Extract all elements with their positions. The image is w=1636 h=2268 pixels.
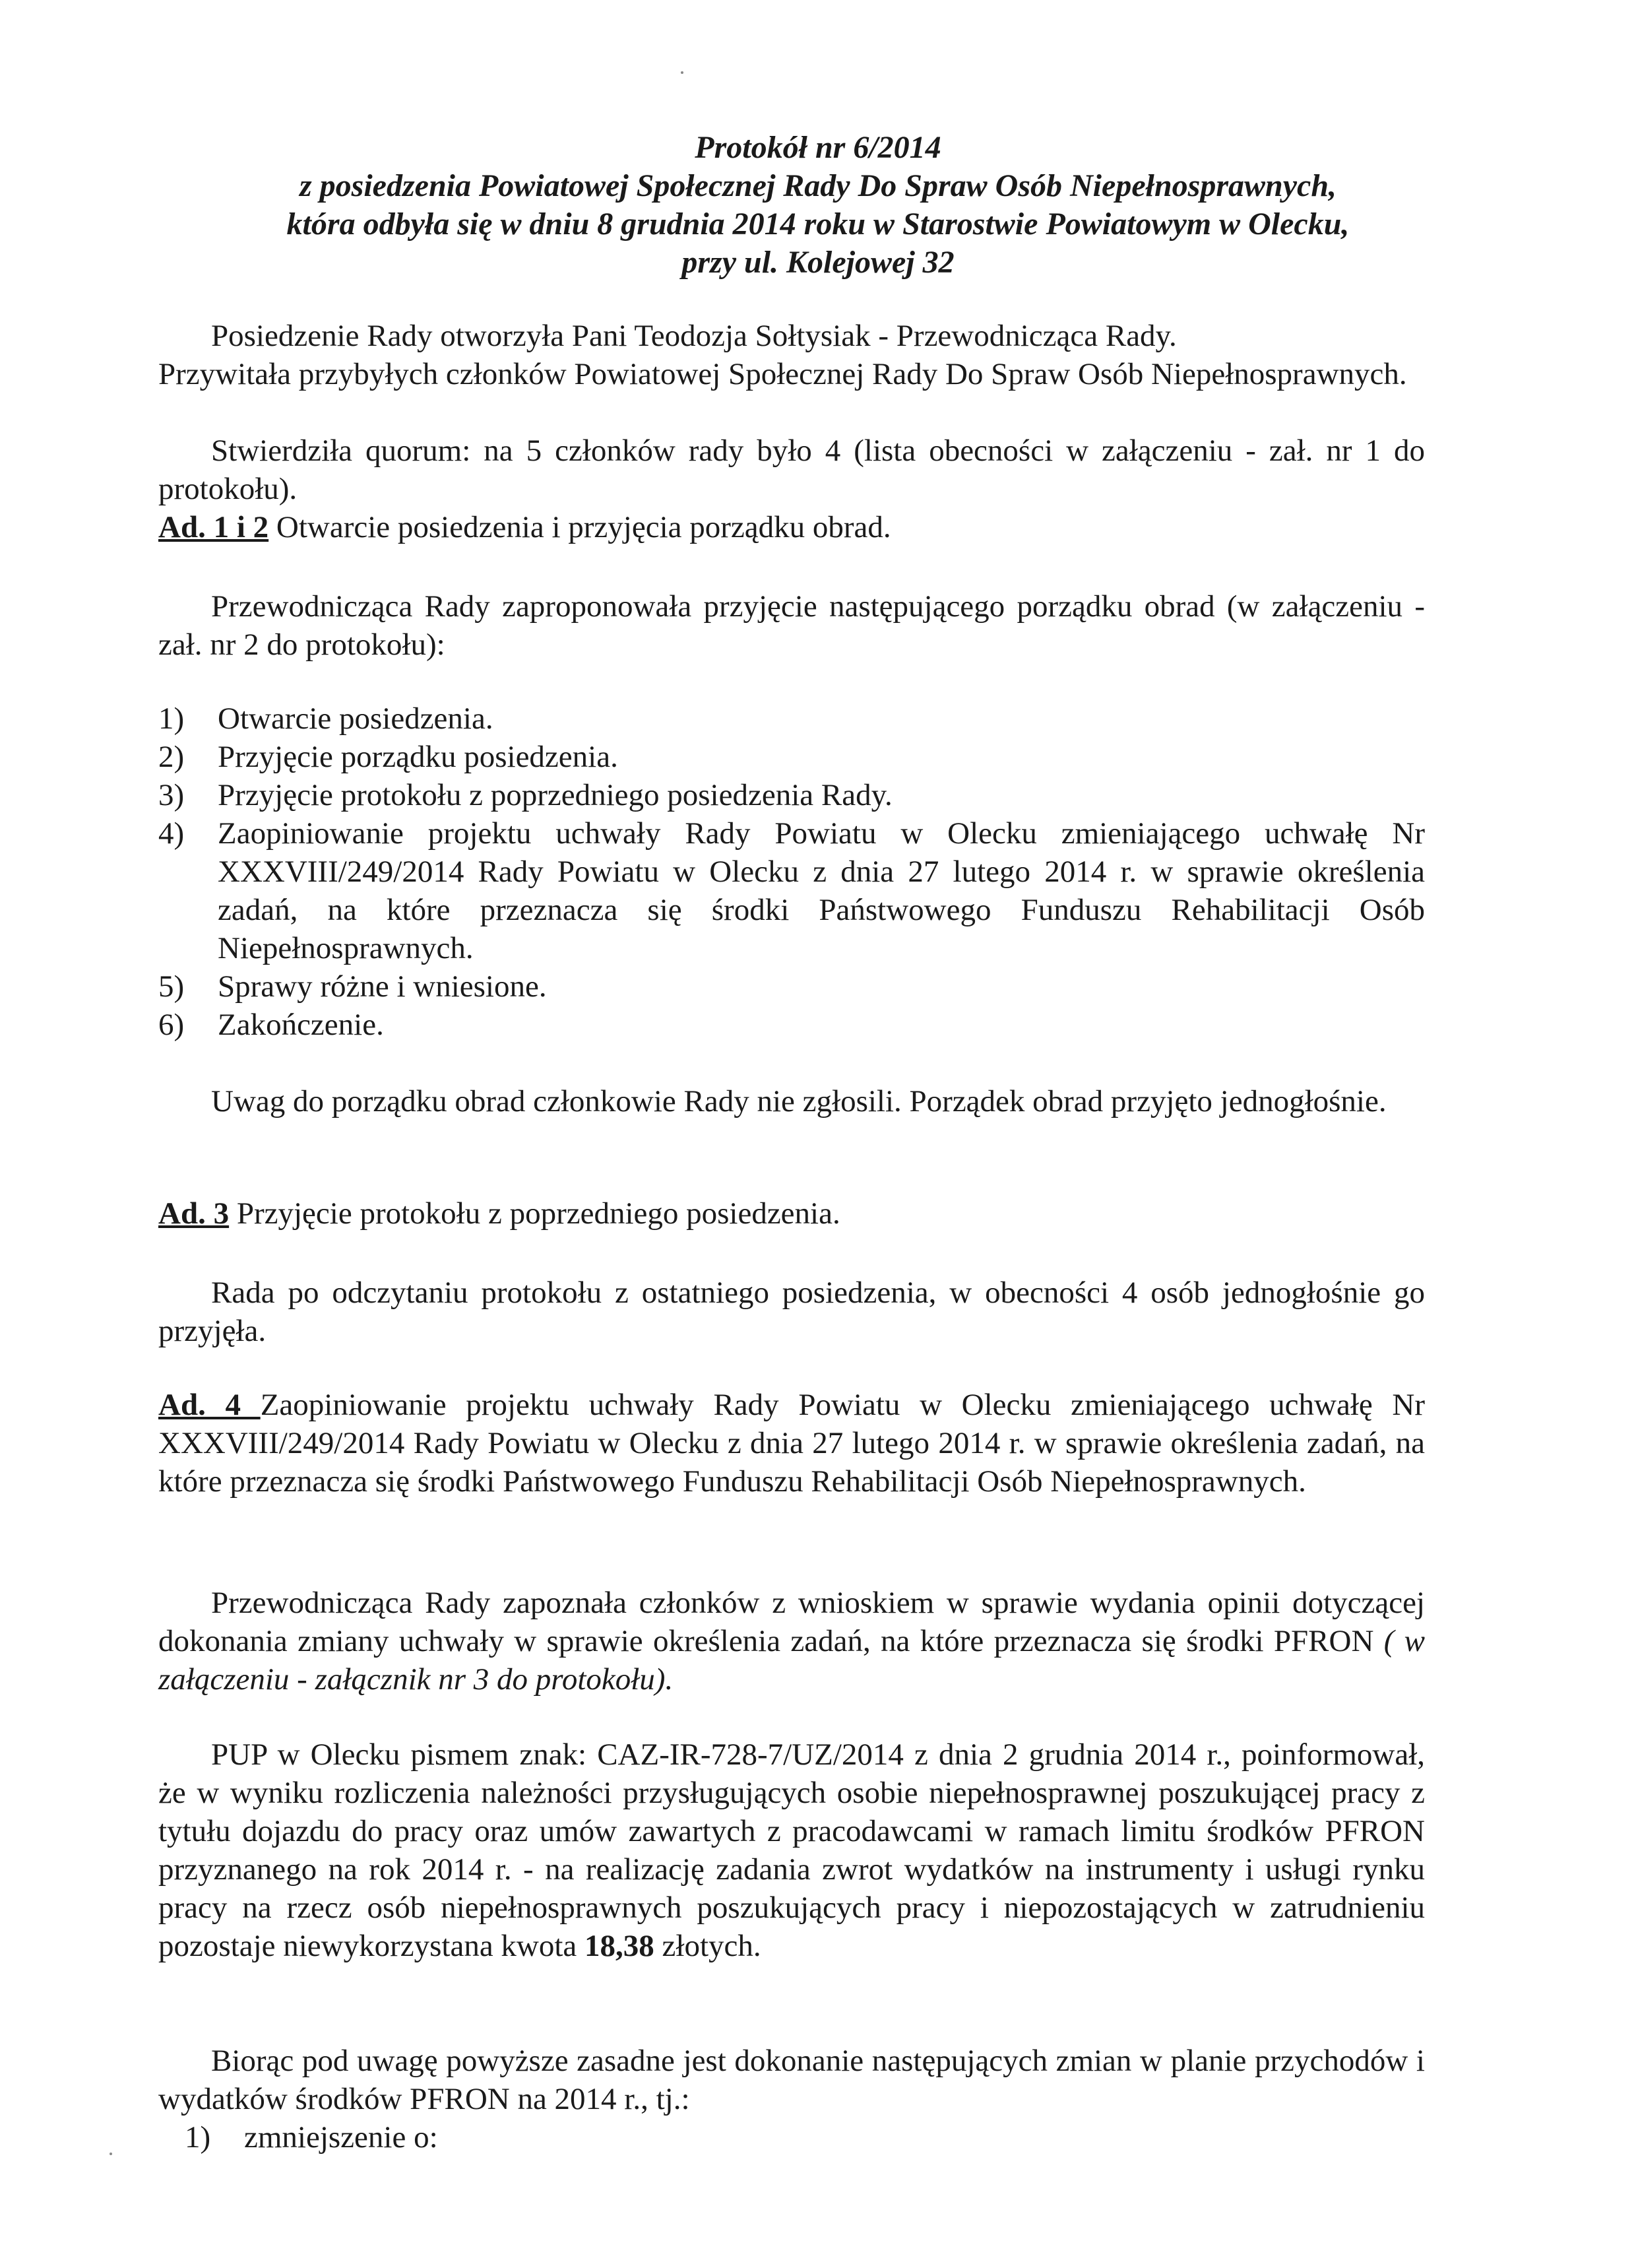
- ad4-heading: [158, 1386, 1425, 1501]
- document-header: [198, 129, 1438, 282]
- ad4-paragraph-2-end: złotych.: [654, 1929, 761, 1963]
- ad12-heading: [158, 508, 1425, 546]
- header-line-4: przy ul. Kolejowej 32: [681, 245, 955, 280]
- list-item: [185, 2118, 1425, 2156]
- list-item: [158, 967, 1425, 1006]
- header-line-3: która odbyła się w dniu 8 grudnia 2014 roku w Starostwie Powiatowym w Olecku,: [286, 207, 1350, 242]
- ad12-title: Otwarcie posiedzenia i przyjęcia porządku obrad.: [268, 510, 891, 544]
- ad12-label: Ad. 1 i 2: [158, 510, 269, 544]
- list-item: [158, 776, 1425, 814]
- ad4-paragraph-2: [158, 1735, 1425, 1965]
- list-item-number: 3): [158, 778, 185, 812]
- list-item-text: Przyjęcie porządku posiedzenia.: [218, 740, 618, 774]
- header-line-2: z posiedzenia Powiatowej Społecznej Rady Do Spraw Osób Niepełnosprawnych,: [299, 168, 1337, 203]
- intro-paragraph-3: Stwierdziła quorum: na 5 członków rady było 4 (lista obecności w załączeniu - zał. nr 1 do protokołu).: [158, 434, 1425, 506]
- intro-paragraph-1: Posiedzenie Rady otworzyła Pani Teodozja Sołtysiak - Przewodnicząca Rady.: [211, 319, 1177, 353]
- ad3-label: Ad. 3: [158, 1196, 230, 1231]
- ad4-label: Ad. 4: [158, 1388, 261, 1422]
- scan-speck: [110, 2153, 112, 2155]
- list-item-number: 4): [158, 816, 185, 851]
- ad12-paragraph-2: Uwag do porządku obrad członkowie Rady nie zgłosili. Porządek obrad przyjęto jednogłośnie.: [211, 1084, 1387, 1118]
- ad12-paragraph-1: Przewodnicząca Rady zaproponowała przyjęcie następującego porządku obrad (w załączeniu - zał. nr 2 do protokołu):: [158, 589, 1425, 662]
- list-item-number: 1): [185, 2120, 211, 2155]
- list-item-text: Sprawy różne i wniesione.: [218, 969, 547, 1004]
- list-item-number: 1): [158, 701, 185, 736]
- scan-speck: [681, 71, 683, 74]
- list-item-text: Przyjęcie protokołu z poprzedniego posiedzenia Rady.: [218, 778, 893, 812]
- ad3-title: Przyjęcie protokołu z poprzedniego posiedzenia.: [229, 1196, 840, 1231]
- changes-list: [185, 2118, 1425, 2156]
- list-item: [158, 814, 1425, 967]
- list-item-number: 5): [158, 969, 185, 1004]
- list-item-text: zmniejszenie o:: [244, 2120, 438, 2155]
- list-item-number: 2): [158, 740, 185, 774]
- ad4-paragraph-1: [158, 1584, 1425, 1699]
- list-item-number: 6): [158, 1008, 185, 1042]
- ad4-attachment-note: ( w załączeniu - załącznik nr 3 do protokołu).: [158, 1624, 1426, 1697]
- ad4-title: Zaopiniowanie projektu uchwały Rady Powiatu w Olecku zmieniającego uchwałę Nr XXXVIII/249/2014 Rady Powiatu w Olecku z dnia 27 lutego 2014 r. w sprawie określenia zadań, na które przeznacza się środki Państwowego Funduszu Rehabilitacji Osób Niepełnosprawnych.: [158, 1388, 1425, 1499]
- list-item-text: Zakończenie.: [218, 1008, 384, 1042]
- ad4-paragraph-3: Biorąc pod uwagę powyższe zasadne jest dokonanie następujących zmian w planie przychodów i wydatków środków PFRON na 2014 r., tj.:: [158, 2044, 1425, 2116]
- ad4-paragraph-1-text: Przewodnicząca Rady zapoznała członków z wnioskiem w sprawie wydania opinii dotyczącej dokonania zmiany uchwały w sprawie określenia zadań, na które przeznacza się środki PFRON: [158, 1586, 1425, 1658]
- list-item-text: Otwarcie posiedzenia.: [218, 701, 493, 736]
- list-item: [158, 1006, 1425, 1044]
- list-item-text: Zaopiniowanie projektu uchwały Rady Powiatu w Olecku zmieniającego uchwałę Nr XXXVIII/249/2014 Rady Powiatu w Olecku z dnia 27 lutego 2014 r. w sprawie określenia zadań, na które przeznacza się środki Państwowego Funduszu Rehabilitacji Osób Niepełnosprawnych.: [218, 816, 1425, 965]
- unused-amount: 18,38: [584, 1929, 654, 1963]
- list-item: [158, 738, 1425, 776]
- ad3-heading: [158, 1194, 1425, 1233]
- intro-paragraph-2: Przywitała przybyłych członków Powiatowej Społecznej Rady Do Spraw Osób Niepełnosprawnych.: [158, 357, 1407, 391]
- protocol-title: Protokół nr 6/2014: [695, 130, 941, 165]
- list-item: [158, 699, 1425, 738]
- agenda-list: [158, 699, 1425, 1044]
- ad4-paragraph-2-text: PUP w Olecku pismem znak: CAZ-IR-728-7/UZ/2014 z dnia 2 grudnia 2014 r., poinformował, że w wyniku rozliczenia należności przysługujących osobie niepełnosprawnej poszukującej pracy z tytułu dojazdu do pracy oraz umów zawartych z pracodawcami w ramach limitu środków PFRON przyznanego na rok 2014 r. - na realizację zadania zwrot wydatków na instrumenty i usługi rynku pracy na rzecz osób niepełnosprawnych poszukujących pracy i niepozostających w zatrudnieniu pozostaje niewykorzystana kwota: [158, 1737, 1425, 1963]
- ad3-paragraph-1: Rada po odczytaniu protokołu z ostatniego posiedzenia, w obecności 4 osób jednogłośnie go przyjęła.: [158, 1276, 1425, 1348]
